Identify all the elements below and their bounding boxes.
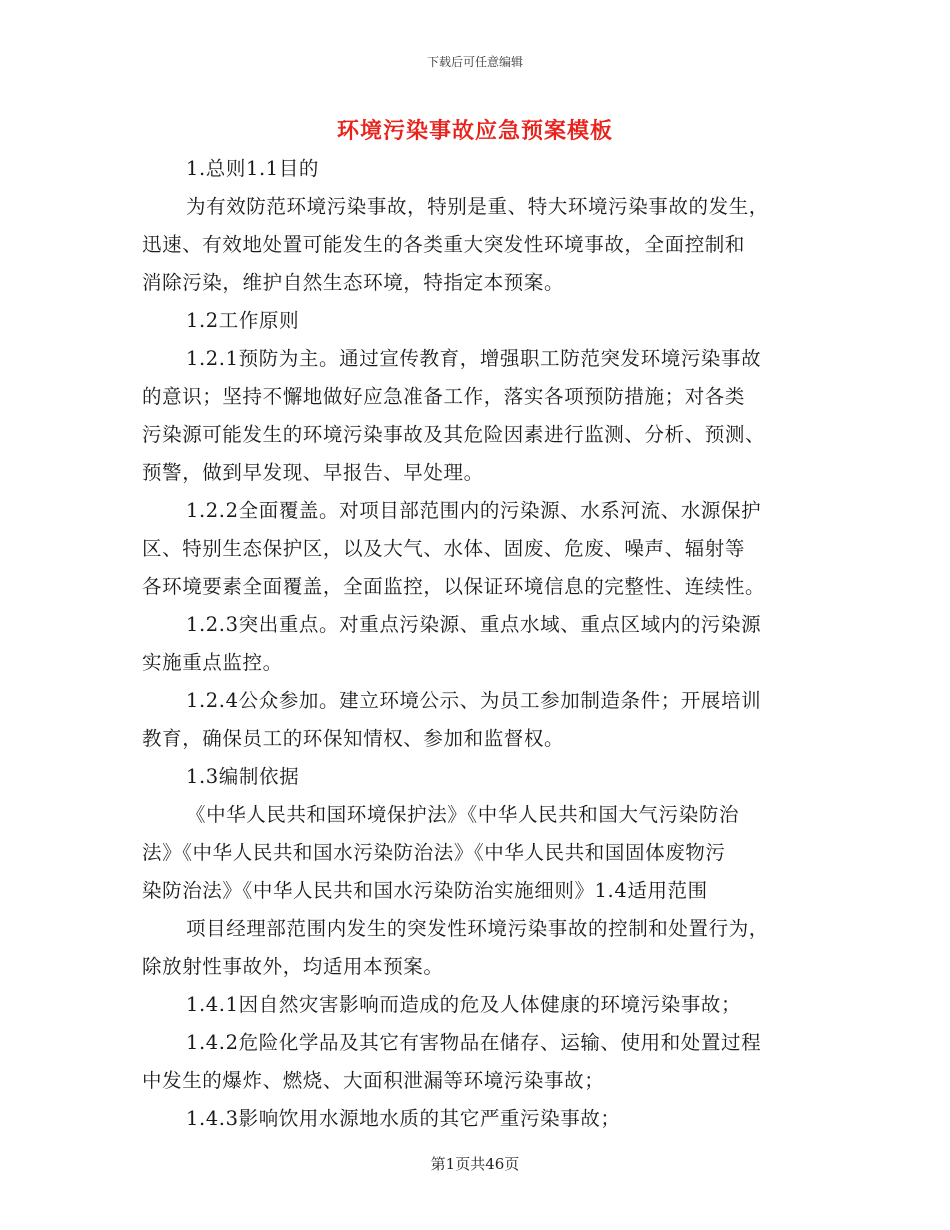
paragraph <box>142 758 814 796</box>
text-line: 除放射性事故外，均适用本预案。 <box>142 955 444 978</box>
page-footer: 第1页共46页 <box>430 1155 520 1173</box>
text-line: 各环境要素全面覆盖，全面监控，以保证环境信息的完整性、连续性。 <box>142 575 766 598</box>
paragraph <box>142 682 814 758</box>
text-line: 1.2.2全面覆盖。对项目部范围内的污染源、水系河流、水源保护 <box>186 499 762 522</box>
text-line: 1.2.3突出重点。对重点污染源、重点水域、重点区域内的污染源 <box>186 613 762 636</box>
text-line: 1.4.3影响饮用水源地水质的其它严重污染事故； <box>186 1107 621 1130</box>
text-line: 法》《中华人民共和国水污染防治法》《中华人民共和国固体废物污 <box>142 841 726 864</box>
text-line: 项目经理部范围内发生的突发性环境污染事故的控制和处置行为， <box>186 917 769 940</box>
paragraph <box>142 492 814 606</box>
paragraph <box>142 302 814 340</box>
text-line: 教育，确保员工的环保知情权、参加和监督权。 <box>142 727 565 750</box>
text-line: 1.3编制依据 <box>186 765 300 788</box>
text-line: 1.2.1预防为主。通过宣传教育，增强职工防范突发环境污染事故 <box>186 347 762 370</box>
text-line: 实施重点监控。 <box>142 651 283 674</box>
paragraph <box>142 910 814 986</box>
text-line: 1.总则1.1目的 <box>186 157 320 180</box>
paragraph <box>142 606 814 682</box>
text-line: 染防治法》《中华人民共和国水污染防治实施细则》1.4适用范围 <box>142 879 708 902</box>
text-line: 消除污染，维护自然生态环境，特指定本预案。 <box>142 271 565 294</box>
text-line: 区、特别生态保护区，以及大气、水体、固废、危废、噪声、辐射等 <box>142 537 746 560</box>
text-line: 为有效防范环境污染事故，特别是重、特大环境污染事故的发生， <box>186 195 769 218</box>
document-title: 环境污染事故应急预案模板 <box>336 118 613 144</box>
paragraph <box>142 796 814 910</box>
text-line: 中发生的爆炸、燃烧、大面积泄漏等环境污染事故； <box>142 1069 605 1092</box>
text-line: 1.2.4公众参加。建立环境公示、为员工参加制造条件；开展培训 <box>186 689 762 712</box>
paragraph <box>142 340 814 492</box>
header-note: 下载后可任意编辑 <box>426 55 523 69</box>
text-line: 污染源可能发生的环境污染事故及其危险因素进行监测、分析、预测、 <box>142 423 766 446</box>
paragraph <box>142 150 814 188</box>
text-line: 迅速、有效地处置可能发生的各类重大突发性环境事故，全面控制和 <box>142 233 746 256</box>
paragraph <box>142 1024 814 1100</box>
document-body <box>142 150 814 1138</box>
paragraph <box>142 188 814 302</box>
paragraph <box>142 1100 814 1138</box>
text-line: 预警，做到早发现、早报告、早处理。 <box>142 461 484 484</box>
text-line: 1.2工作原则 <box>186 309 300 332</box>
text-line: 《中华人民共和国环境保护法》《中华人民共和国大气污染防治 <box>186 803 740 826</box>
paragraph <box>142 986 814 1024</box>
text-line: 1.4.2危险化学品及其它有害物品在储存、运输、使用和处置过程 <box>186 1031 762 1054</box>
text-line: 的意识；坚持不懈地做好应急准备工作，落实各项预防措施；对各类 <box>142 385 746 408</box>
text-line: 1.4.1因自然灾害影响而造成的危及人体健康的环境污染事故； <box>186 993 742 1016</box>
